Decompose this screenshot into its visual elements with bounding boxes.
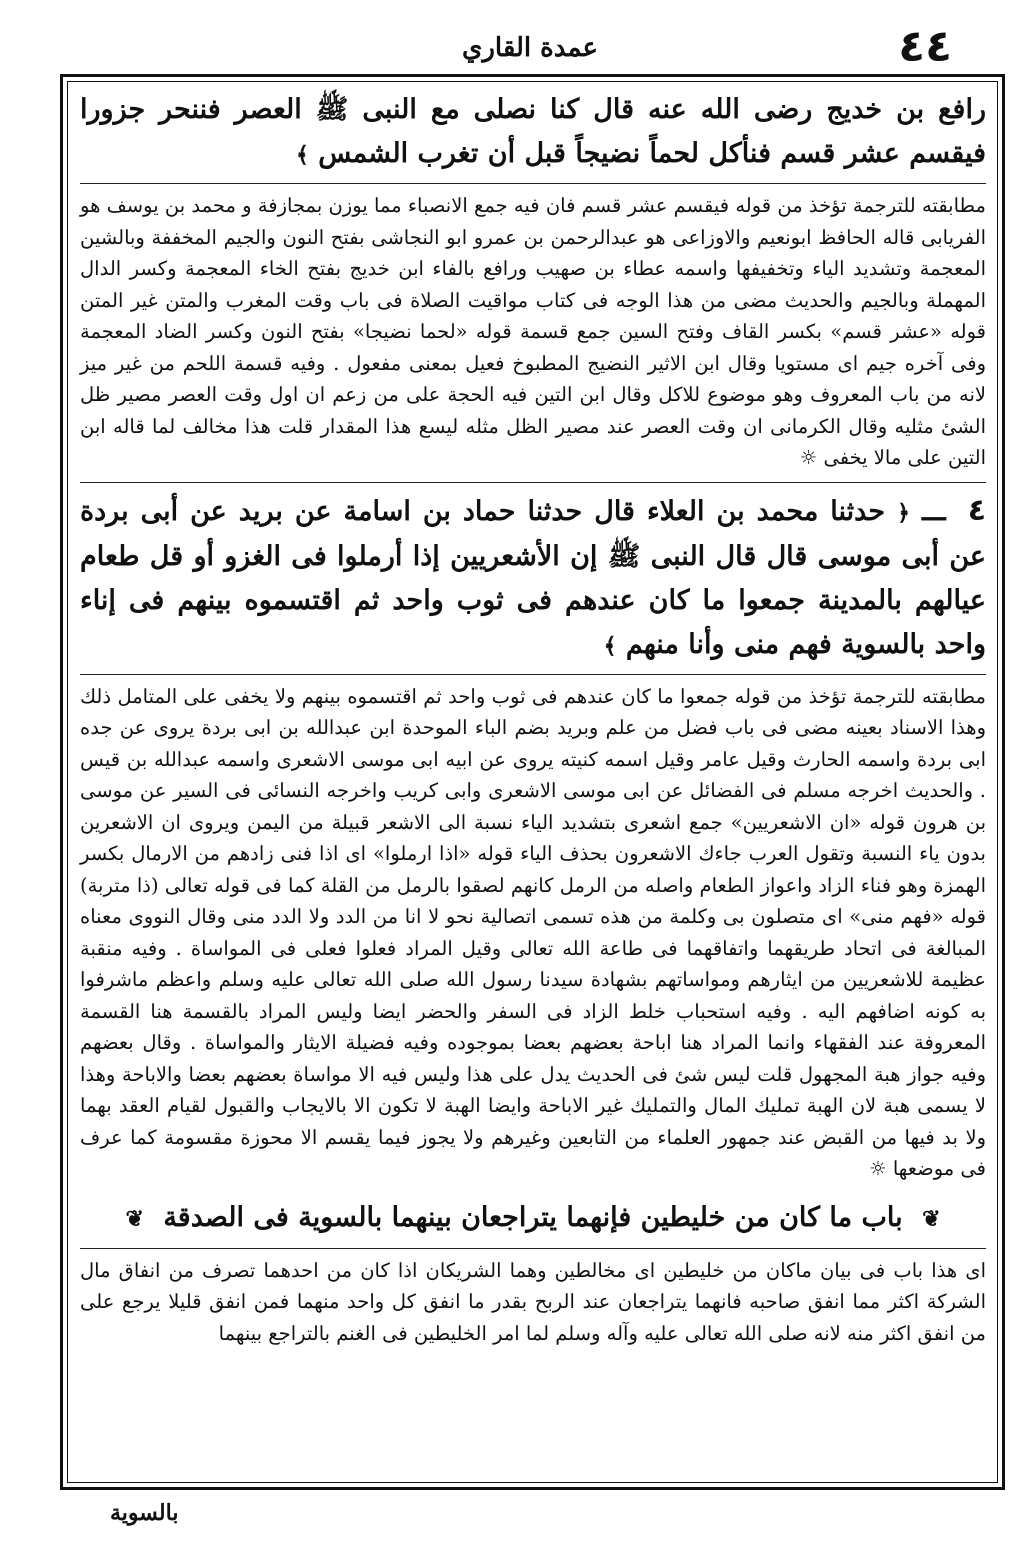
commentary-3-text: اى هذا باب فى بيان ماكان من خليطين اى مخالطين وهما الشريكان اذا كان من احدهما تصرف من انفاق مال الشركة اكثر مما انفق صاحبه فانهما يتراجعان عند الربح بقدر ما انفق كل واحد منهما فمن انفق قليلا يرجع على من انفق اكثر منه لانه صلى الله تعالى عليه وآله وسلم لما امر الخليطين فى الغنم بالتراجع بينهما [80, 1258, 986, 1345]
divider [80, 1248, 986, 1249]
divider [80, 183, 986, 184]
hadith-number: ٤ [967, 492, 987, 528]
commentary-paragraph [80, 1255, 986, 1350]
closing-bracket-icon: ﴾ [295, 142, 309, 168]
dash-icon: ـــ [909, 495, 946, 527]
commentary-paragraph [80, 190, 986, 474]
divider [80, 482, 986, 483]
chapter-title: باب ما كان من خليطين فإنهما يتراجعان بينهما بالسوية فى الصدقة [163, 1201, 903, 1233]
opening-bracket-icon: ﴿ [897, 499, 910, 526]
hadith-1-text: رافع بن خديج رضى الله عنه قال كنا نصلى مع النبى ﷺ العصر فننحر جزورا فيقسم عشر قسم فنأكل لحماً نضيجاً قبل أن تغرب الشمس [80, 94, 986, 169]
catchword: بالسوية [110, 1500, 179, 1526]
page-number: ٤٤ [898, 21, 952, 72]
hadith-text [80, 489, 986, 668]
hadith-text [80, 88, 986, 177]
closing-bracket-icon: ﴾ [603, 632, 617, 659]
end-mark-icon: ☼ [799, 446, 818, 469]
running-title: عمدة القاري [462, 33, 598, 63]
commentary-1-text: مطابقته للترجمة تؤخذ من قوله فيقسم عشر قسم فان فيه جمع الانصباء مما يوزن بمجازفة و محمد بن يوسف هو الفريابى قاله الحافظ ابونعيم والاوزاعى هو عبدالرحمن بن عمرو ابو النجاشى بفتح النون والجيم المخففة وبالشين المعجمة وتشديد الياء وتخفيفها واسمه عطاء بن صهيب ورافع بالفاء ابن خديج بفتح الخاء المعجمة وكسر الدال المهملة وبالجيم والحديث مضى من هذا الوجه فى كتاب مواقيت الصلاة فى باب وقت المغرب والمتن غير المتن قوله «عشر قسم» بكسر القاف وفتح السين جمع قسمة قوله «لحما نضيجا» بفتح النون وكسر الضاد المعجمة وفى آخره جيم اى مستويا وقال ابن الاثير النضيج المطبوخ فعيل بمعنى مفعول . وفيه قسمة اللحم من غير ميز لانه من باب المعروف وهو موضوع للاكل وقال ابن التين فيه الحجة على من زعم ان اول وقت العصر مصير ظل الشئ مثليه وقال الكرمانى ان وقت العصر عند مصير الظل مثله ليسع هذا المقدار قلت هذا مخالف لما قاله ابن التين على مالا يخفى [80, 194, 986, 469]
end-mark-icon: ☼ [869, 1157, 887, 1180]
hadith-2-text: حدثنا محمد بن العلاء قال حدثنا حماد بن اسامة عن بريد عن أبى بردة عن أبى موسى قال قال النبى ﷺ إن الأشعريين إذا أرملوا فى الغزو أو قل طعام عيالهم بالمدينة جمعوا ما كان عندهم فى ثوب واحد ثم اقتسموه بينهم فى إناء واحد بالسوية فهم منى وأنا منهم [80, 495, 986, 660]
commentary-2-text: مطابقته للترجمة تؤخذ من قوله جمعوا ما كان عندهم فى ثوب واحد ثم اقتسموه بينهم ولا يخفى على المتامل ذلك وهذا الاسناد بعينه مضى فى باب فضل من علم وبريد بضم الباء الموحدة ابن عبدالله بن ابى بردة يروى عن جده ابى بردة واسمه الحارث وقيل عامر وقيل اسمه كنيته يروى عن ابيه ابى موسى الاشعرى واسمه عبدالله بن قيس . والحديث اخرجه مسلم فى الفضائل عن ابى موسى الاشعرى وابى كريب واخرجه النسائى فى السير عن موسى بن هرون قوله «ان الاشعريين» جمع اشعرى بتشديد الياء نسبة الى الاشعر قبيلة من اليمن ويروى ان الاشعرين بدون ياء النسبة وتقول العرب جاءك الاشعرون بحذف الياء قوله «اذا ارملوا» اى اذا فنى زادهم من الارمال بكسر الهمزة وهو فناء الزاد واعواز الطعام واصله من الرمل كانهم لصقوا بالرمل من القلة كما فى قوله تعالى (ذا متربة) قوله «فهم منى» اى متصلون بى وكلمة من هذه تسمى اتصالية نحو لا انا من الدد ولا الدد منى وقال النووى معناه المبالغة فى اتحاد طريقهما واتفاقهما فى طاعة الله تعالى وقيل المراد فعلوا فعلى فى المواساة . وفيه منقبة عظيمة للاشعريين من ايثارهم ومواساتهم بشهادة سيدنا رسول الله صلى الله تعالى عليه وسلم واعظم ماشرفوا به كونه اضافهم اليه . وفيه استحباب خلط الزاد فى السفر والحضر ايضا وليس المراد بالقسمة هنا القسمة المعروفة عند الفقهاء وانما المراد هنا اباحة بعضهم بعضا بموجوده وفيه فضيلة الايثار والمواساة . وقال بعضهم وفيه جواز هبة المجهول قلت ليس شئ فى الحديث يدل على هذا وليس فيه الا مواساة بعضهم بعضا والاباحة وهذا لا يسمى هبة لان الهبة تمليك المال والتمليك غير الاباحة وايضا الهبة لا تكون الا بالايجاب والقبول لقيام العقد بهما ولا بد فيها من القبض عند جمهور العلماء من التابعين وغيرهم ولا يجوز فيما يقسم الا محوزة مقسومة كما عرف فى موضعها [80, 684, 986, 1180]
divider [80, 674, 986, 675]
chapter-heading [80, 1195, 986, 1242]
ornament-right-icon: ❦ [922, 1205, 941, 1232]
ornament-left-icon: ❦ [125, 1205, 144, 1232]
page-body [80, 88, 986, 1357]
commentary-paragraph [80, 681, 986, 1185]
page-header [60, 22, 1000, 72]
